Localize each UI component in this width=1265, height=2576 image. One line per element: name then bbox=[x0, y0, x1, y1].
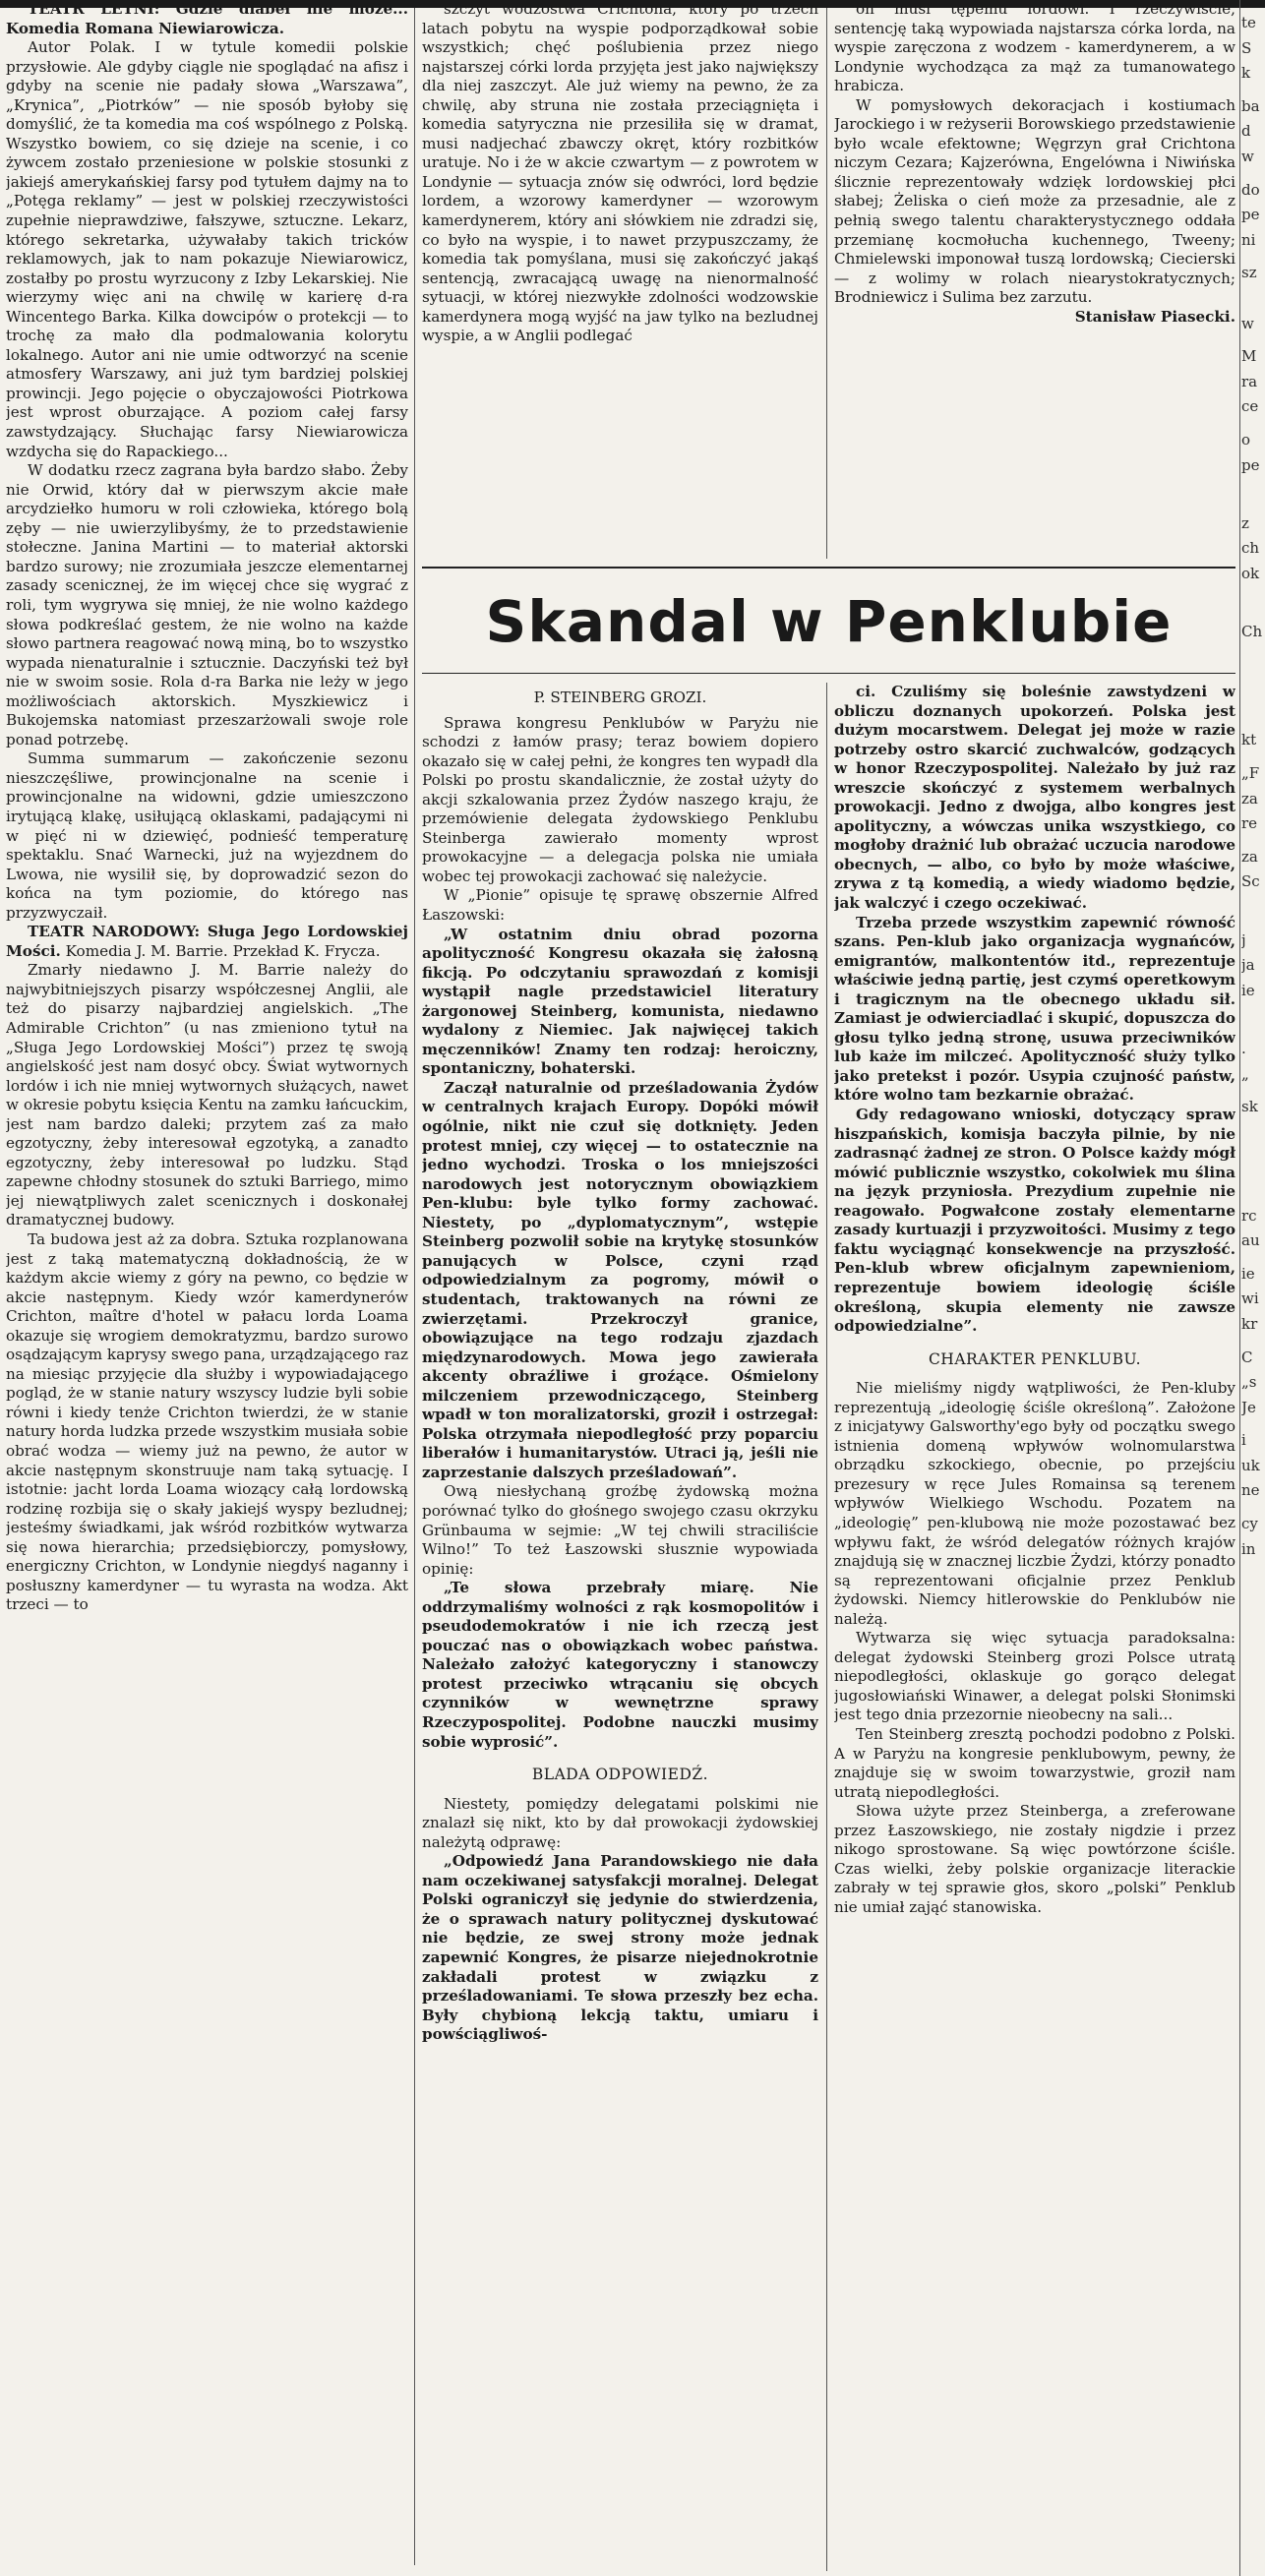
edge-fragment: o bbox=[1241, 430, 1251, 449]
quoted-paragraph: Zaczął naturalnie od prześladowania Żydów w centralnych krajach Europy. Dopóki mówił ogólnie, nikt nie czuł się dotknięty. Jeden protest mniej, czy więcej — to ostatecznie na jedno wychodzi. Troska o los mniejszości narodowych jest notorycznym obowiązkiem Pen-klubu: byle tylko formy zachować. Niestety, po „dyplomatycznym”, wstępie Steinberg pozwolił sobie na krytykę stosunków panujących w Polsce, czyni rząd odpowiedzialnym za pogromy, mówił o studentach, traktowanych na równi ze zwierzętami. Przekroczył granice, obowiązujące na tego rodzaju zjazdach międzynarodowych. Mowa jego zawierała akcenty obraźliwe i groźące. Ośmielony milczeniem przewodniczącego, Steinberg wpadł w ton moralizatorski, groził i ostrzegał: Polska otrzymała niepodległość przy poparciu liberałów i humanitarystów. Utraci ją, jeśli nie zaprzestanie dalszych prześladowań”. bbox=[422, 1078, 818, 1481]
body-paragraph: Sprawa kongresu Penklubów w Paryżu nie schodzi z łamów prasy; teraz bowiem dopiero okazało się w całej pełni, że kongres ten wypadł dla Polski po prostu skandalicznie, że został użyty do akcji szkalowania przez Żydów naszego kraju, że przemówienie delegata żydowskiego Penklubu Steinberga zawierało momenty wprost prowokacyjne — a delegacja polska nie umiała wobec tej prowokacji zachować się należycie. bbox=[422, 713, 818, 885]
edge-fragment: j bbox=[1241, 930, 1246, 949]
edge-fragment: „F bbox=[1241, 764, 1260, 783]
author-signature: Stanisław Piasecki. bbox=[1074, 307, 1235, 326]
edge-fragment: ch bbox=[1241, 539, 1260, 558]
body-paragraph: W dodatku rzecz zagrana była bardzo słabo. Żeby nie Orwid, który dał w pierwszym akcie małe arcydziełko humoru w roli człowieka, którego bolą zęby — nie uwierzylibyśmy, że to przedstawienie stołeczne. Janina Martini — to materiał aktorski bardzo surowy; nie zrozumiała jeszcze elementarnej zasady scenicznej, że im więcej chce się wygrać z roli, tym wygrywa się mniej, że nie wolno każdego słowa podkreślać gestem, że nie wolno na każde słowo partnera reagować nową miną, bo to wszystko wypada nienaturalnie i sztucznie. Daczyński też był nie w swoim sosie. Rola d-ra Barka nie leży w jego możliwościach aktorskich. Myszkiewicz i Bukojemska natomiast przeszarżowali swoje role ponad potrzebę. bbox=[6, 461, 408, 749]
body-paragraph: Wytwarza się więc sytuacja paradoksalna: delegat żydowski Steinberg grozi Polsce utratą niepodległości, oklaskuje go gorąco delegat jugosłowiański Winawer, a delegat polski Słonimski jest tego dnia przezornie nieobecny na sali... bbox=[834, 1629, 1235, 1724]
edge-fragment: Ch bbox=[1241, 623, 1263, 641]
article-subheading: P. STEINBERG GROZI. bbox=[533, 689, 707, 706]
edge-fragment: kr bbox=[1241, 1314, 1258, 1333]
column-divider bbox=[826, 8, 827, 559]
edge-fragment bbox=[1241, 597, 1265, 617]
edge-fragment bbox=[1241, 1181, 1265, 1201]
edge-fragment: sk bbox=[1241, 1098, 1258, 1116]
edge-fragment: rc bbox=[1241, 1206, 1257, 1225]
edge-fragment: do bbox=[1241, 180, 1260, 199]
edge-fragment: d bbox=[1241, 122, 1251, 141]
edge-fragment: cy bbox=[1241, 1515, 1258, 1533]
edge-fragment: ce bbox=[1241, 397, 1259, 416]
edge-fragment: ie bbox=[1241, 981, 1255, 999]
column-penklub-article bbox=[422, 683, 818, 2571]
edge-fragment: ni bbox=[1241, 230, 1256, 249]
edge-fragment: pe bbox=[1241, 206, 1260, 224]
review-heading-paragraph bbox=[6, 923, 408, 961]
quoted-paragraph: „Te słowa przebrały miarę. Nie oddrzymaliśmy wolności z rąk kosmopolitów i pseudodemokratów i nie ich rzeczą jest pouczać nas o obowiązkach wobec państwa. Należało założyć kategoryczny i stanowczy protest przeciwko wtrącaniu się obcych czynników w wewnętrzne sprawy Rzeczypospolitej. Podobne nauczki musimy sobie wyprosić”. bbox=[422, 1579, 818, 1751]
body-paragraph: Ową niesłychaną groźbę żydowską można porównać tylko do głośnego swojego czasu okrzyku Grünbauma w sejmie: „W tej chwili straciliście Wilno!” To też Łaszowski słusznie wypowiada opinię: bbox=[422, 1482, 818, 1578]
edge-fragment: Je bbox=[1241, 1398, 1256, 1416]
body-paragraph: on musi tępemu lordowi. I rzeczywiście, sentencję taką wypowiada najstarsza córka lorda, na wyspie zaręczona z wodzem - kamerdynerem, a w Londynie wychodząca za mąż za tumanowatego hrabicza. bbox=[834, 0, 1235, 95]
body-paragraph: W „Pionie” opisuje tę sprawę obszernie Alfred Łaszowski: bbox=[422, 886, 818, 925]
edge-fragment: w bbox=[1241, 147, 1254, 165]
edge-fragment: C bbox=[1241, 1348, 1253, 1366]
column-theatre-continued bbox=[422, 0, 818, 561]
edge-fragment: wi bbox=[1241, 1289, 1259, 1308]
body-paragraph: Ta budowa jest aż za dobra. Sztuka rozplanowana jest z taką matematyczną dokładnością, że w każdym akcie wiemy z góry na pewno, co będzie w akcie następnym. Kiedy wzór kamerdynerów Crichton, maître d'hotel w pałacu lorda Loama okazuje się wrogiem demokratyzmu, bardzo surowo osądzającym kaprysy swego pana, urządzającego raz na miesiąc przyjęcie dla służby i wypowiadającego pogląd, że w stanie natury wszyscy ludzie byli sobie równi i kiedy tenże Crichton twierdzi, że w stanie natury horda ludzka przede wszystkim musiała sobie obrać wodza — wiemy już na pewno, że autor w akcie następnym skonstruuje nam taką sytuację. I istotnie: jacht lorda Loama wiozący całą lordowską rodzinę rozbija się o skały jakiejś wyspy bezludnej; jesteśmy świadkami, jak wśród rozbitków wytwarza się nowa hierarchia; przedsiębiorczy, pomysłowy, energiczny Crichton, w Londynie niegdyś naganny i posłuszny kamerdyner — tu wyrasta na wodza. Akt trzeci — to bbox=[6, 1230, 408, 1614]
edge-fragment: k bbox=[1241, 64, 1251, 83]
review-heading-paragraph bbox=[6, 0, 408, 38]
body-paragraph: Summa summarum — zakończenie sezonu nieszczęśliwe, prowincjonalne na scenie i prowincjonalne na widowni, gdzie umieszczono irytującą klakę, usiłującą oklaskami, padającymi ni w pięć ni w dziewięć, podnieść temperaturę spektaklu. Snać Warnecki, już na wyjezdnem do Lwowa, nie wysilił się, by doprowadzić sezon do końca na tym poziomie, do którego nas przyzwyczaił. bbox=[6, 749, 408, 922]
column-divider bbox=[414, 8, 415, 2565]
column-penklub-article-continued bbox=[834, 683, 1235, 2571]
edge-fragment: sz bbox=[1241, 264, 1257, 282]
edge-fragment bbox=[1241, 681, 1265, 700]
headline-rule-top bbox=[422, 567, 1235, 569]
edge-fragment: „s bbox=[1241, 1373, 1257, 1392]
adjacent-page-edge bbox=[1241, 0, 1265, 2576]
edge-fragment: M bbox=[1241, 347, 1257, 366]
edge-fragment: uk bbox=[1241, 1456, 1260, 1474]
edge-fragment: ba bbox=[1241, 96, 1260, 115]
edge-fragment: w bbox=[1241, 314, 1254, 332]
review-heading: TEATR NARODOWY: Sługa Jego Lordowskiej Mości. bbox=[6, 923, 408, 960]
quoted-paragraph: ci. Czuliśmy się boleśnie zawstydzeni w obliczu doznanych upokorzeń. Polska jest dużym mocarstwem. Delegat jej może w razie potrzeby ostro skarcić zuchwalców, godzących w honor Rzeczypospolitej. Należało by już raz wreszcie skończyć z systemem werbalnych prowokacji. Jedno z dwojga, albo kongres jest apolityczny, a wówczas unika wszystkiego, co mogłoby drażnić lub obrażać uczucia narodowe obecnych, — albo, co było by może właściwe, zrywa z tą komedią, a wiedy wiadomo będzie, jak walczyć i czego oczekiwać. bbox=[834, 683, 1235, 913]
body-paragraph: Ten Steinberg zresztą pochodzi podobno z Polski. A w Paryżu na kongresie penklubowym, pewny, że znajduje się w swoim towarzystwie, groził nam utratą niepodległości. bbox=[834, 1724, 1235, 1801]
body-paragraph: Nie mieliśmy nigdy wątpliwości, że Pen-kluby reprezentują „ideologię ściśle określoną”. Założone z inicjatywy Galsworthy'ego były od początku swego istnienia domeną wpływów wolnomularstwa obrządku szkockiego, obecnie, po przejściu prezesury w ręce Jules Romainsa są terenem wpływów Wielkiego Wschodu. Pozatem na „ideologię” pen-klubową nie może pozostawać bez wpływu fakt, że wśród delegatów różnych krajów znajdują się w znacznej liczbie Żydzi, którzy ponadto są reprezentowani oficjalnie przez Penklub żydowski. Niemcy hitlerowskie do Penklubów nie należą. bbox=[834, 1379, 1235, 1628]
edge-fragment: i bbox=[1241, 1431, 1246, 1450]
edge-fragment: ok bbox=[1241, 564, 1260, 582]
edge-fragment: S bbox=[1241, 38, 1252, 57]
column-theatre-reviews bbox=[6, 0, 408, 2557]
edge-fragment bbox=[1241, 648, 1265, 668]
quoted-paragraph: „W ostatnim dniu obrad pozorna apolityczność Kongresu okazała się żałosną fikcją. Po odczytaniu sprawozdań z komisji wystąpił nagle przedstawiciel literatury żargonowej Steinberg, komunista, niedawno wydalony z Niemiec. Jak najwięcej takich męczenników! Znamy ten rodzaj: heroiczny, spontaniczny, bohaterski. bbox=[422, 925, 818, 1078]
edge-fragment bbox=[1241, 898, 1265, 918]
column-divider bbox=[826, 683, 827, 2571]
edge-fragment bbox=[1241, 1148, 1265, 1168]
edge-fragment: . bbox=[1241, 1039, 1246, 1057]
review-heading-details: Komedia J. M. Barrie. Przekład K. Frycza. bbox=[60, 941, 381, 960]
headline-rule-bottom bbox=[422, 673, 1235, 674]
edge-fragment: in bbox=[1241, 1539, 1256, 1558]
body-paragraph: Słowa użyte przez Steinberga, a zreferowane przez Łaszowskiego, nie zostały nigdzie i przez nikogo sprostowane. Są więc powtórzone ściśle. Czas wielki, żeby polskie organizacje literackie zabrały w tej sprawie głos, skoro „polski” Penklub nie umiał zająć stanowiska. bbox=[834, 1802, 1235, 1916]
edge-fragment: „ bbox=[1241, 1064, 1249, 1083]
body-paragraph: Autor Polak. I w tytule komedii polskie przysłowie. Ale gdyby ciągle nie spoglądać na afisz i gdyby na scenie nie padały słowa „Warszawa”, „Krynica”, „Piotrków” — nie sposób byłoby się domyślić, że ta komedia ma coś wspólnego z Polską. Wszystko bowiem, co się dzieje na scenie, i co żywcem zostało przeniesione w polskie stosunki z jakiejś amerykańskiej farsy pod tytułem dajmy na to „Potęga reklamy” — jest w polskiej rzeczywistości zupełnie nieprawdziwe, fałszywe, sztuczne. Lekarz, którego sekretarka, używałaby takich tricków reklamowych, jak to nam pokazuje Niewiarowicz, zostałby po prostu wyrzucony z Izby Lekarskiej. Nie wierzymy więc ani na chwilę w karierę d-ra Wincentego Barka. Kilka dowcipów o protekcji — to trochę za mało dla podmalowania kolorytu lokalnego. Autor ani nie umie odtworzyć na scenie atmosfery Warszawy, ani już tym bardziej polskiej prowincji. Jego pojęcie o obyczajowości Piotrkowa jest wprost oburzające. A poziom całej farsy zawstydzający. Słuchając farsy Niewiarowicza wzdycha się do Rapackiego... bbox=[6, 38, 408, 460]
edge-fragment: z bbox=[1241, 513, 1249, 532]
section-heading: BLADA ODPOWIEDŹ. bbox=[531, 1766, 709, 1784]
edge-fragment bbox=[1241, 1123, 1265, 1143]
page-edge-divider bbox=[1239, 0, 1240, 2576]
edge-fragment: te bbox=[1241, 14, 1256, 31]
section-heading: CHARAKTER PENKLUBU. bbox=[928, 1349, 1142, 1368]
body-paragraph: szczyt wodzostwa Crichtona, który po trzech latach pobytu na wyspie podporządkował sobie wszystkich; chęć poślubienia przez niego najstarszej córki lorda przyjęta jest jako największy dla niej zaszczyt. Ale już wiemy na pewno, że za chwilę, aby struna nie została przeciągnięta i komedia satyryczna nie przesiliła się w dramat, musi nadjechać zbawczy okręt, który rozbitków uratuje. No i że w akcie czwartym — z powrotem w Londynie — sytuacja znów się odwróci, lord będzie lordem, a wzorowy kamerdyner — wzorowym kamerdynerem, który ani słówkiem nie zdradzi się, co było na wyspie, i to nawet przypuszczamy, że komedia tak pomyślana, musi się zakończyć jakąś sentencją, zwracającą uwagę na nienormalność sytuacji, w której niezwykłe zdolności wodzowskie kamerdynera mogą wyjść na jaw tylko na bezludnej wyspie, a w Anglii podlegać bbox=[422, 0, 818, 345]
edge-fragment: au bbox=[1241, 1231, 1260, 1250]
edge-fragment: za bbox=[1241, 789, 1258, 808]
edge-fragment: ra bbox=[1241, 372, 1258, 390]
edge-fragment: Sc bbox=[1241, 872, 1260, 891]
edge-fragment: kt bbox=[1241, 731, 1257, 749]
edge-fragment bbox=[1241, 289, 1265, 309]
quoted-paragraph: „Odpowiedź Jana Parandowskiego nie dała nam oczekiwanej satysfakcji moralnej. Delegat Polski ograniczył się jedynie do stwierdzenia, że o sprawach natury politycznej dyskutować nie będzie, ze swej strony może jednak zapewnić Kongres, że pisarze niejednokrotnie zakładali protest w związku z prześladowaniami. Te słowa przeszły bez echa. Były chybioną lekcją taktu, umiaru i powściągliwoś- bbox=[422, 1852, 818, 2044]
edge-fragment: re bbox=[1241, 814, 1258, 833]
edge-fragment: ja bbox=[1241, 956, 1255, 975]
review-heading: TEATR LETNI: Gdzie diabeł nie może... Komedia Romana Niewiarowicza. bbox=[6, 0, 408, 37]
edge-fragment bbox=[1241, 481, 1265, 501]
edge-fragment: ie bbox=[1241, 1264, 1255, 1283]
edge-fragment: pe bbox=[1241, 455, 1260, 474]
edge-fragment bbox=[1241, 706, 1265, 726]
edge-fragment bbox=[1241, 1014, 1265, 1034]
body-paragraph: W pomysłowych dekoracjach i kostiumach Jarockiego i w reżyserii Borowskiego przedstawienie było wcale efektowne; Węgrzyn grał Crichtona niczym Cezara; Kajzerówna, Engelówna i Niwińska ślicznie reprezentowały wdzięk lordowskiej płci słabej; Żeliska o cień może za przesadnie, ale z pełnią swego talentu charakterystycznego oddała przemianę kocmołucha kuchennego, Tweeny; Chmielewski imponował tuszą lordowską; Ciecierski — z wolimy w rolach niearystokratycznych; Brodniewicz i Sulima bez zarzutu. bbox=[834, 95, 1235, 307]
quoted-paragraph: Trzeba przede wszystkim zapewnić równość szans. Pen-klub jako organizacja wygnańców, emigrantów, malkontentów itd., reprezentuje właściwie jedną partię, jest czymś operetkowym i tragicznym na tle obecnego układu sił. Zamiast je odwierciadlać i skupić, dopuszcza do głosu tylko jedną stronę, usuwa przeciwników lub każe im milczeć. Apolityczność służy tylko jako pretekst i pozór. Usypia czujność państw, które wolno tam bezkarnie obrażać. bbox=[834, 913, 1235, 1105]
article-headline: Skandal w Penklubie bbox=[485, 588, 1173, 655]
quoted-paragraph: Gdy redagowano wnioski, dotyczący spraw hiszpańskich, komisja baczyła pilnie, by nie zadrasnąć żadnej ze stron. O Polsce każdy mógł mówić publicznie wszystko, cokolwiek mu ślina na język przyniosła. Prezydium zupełnie nie reagowało. Pogwałcone zostały elementarne zasady kurtuazji i przyzwoitości. Musimy z tego faktu wyciągnąć konsekwencje na przyszłość. Pen-klub wbrew oficjalnym zapewnieniom, reprezentuje bowiem ideologię ściśle określoną, skupia elementy nie zawsze odpowiedzialne”. bbox=[834, 1106, 1235, 1336]
column-theatre-end bbox=[834, 0, 1235, 561]
body-paragraph: Zmarły niedawno J. M. Barrie należy do najwybitniejszych pisarzy współczesnej Anglii, ale też do pisarzy najbardziej angielskich. „The Admirable Crichton” (u nas zmieniono tytuł na „Sługa Jego Lordowskiej Mości”) przez tę swoją angielskość jest nam dosyć obcy. Świat wytwornych lordów i ich nie mniej wytwornych służących, nawet w okresie pobytu księcia Kentu na zamku łańcuckim, jest nam bardzo daleki; przytem zaś za mało egzotyczny, żeby interesował egzotyką, a zanadto egzotyczny, żeby interesował po ludzku. Stąd zapewne chłodny stosunek do sztuki Barriego, mimo jej niewątpliwych zalet scenicznych i doskonałej dramatycznej budowy. bbox=[6, 961, 408, 1229]
body-paragraph: Niestety, pomiędzy delegatami polskimi nie znalazł się nikt, kto by dał prowokacji żydowskiej należytą odprawę: bbox=[422, 1794, 818, 1851]
edge-fragment: ne bbox=[1241, 1481, 1260, 1500]
edge-fragment: za bbox=[1241, 847, 1258, 866]
